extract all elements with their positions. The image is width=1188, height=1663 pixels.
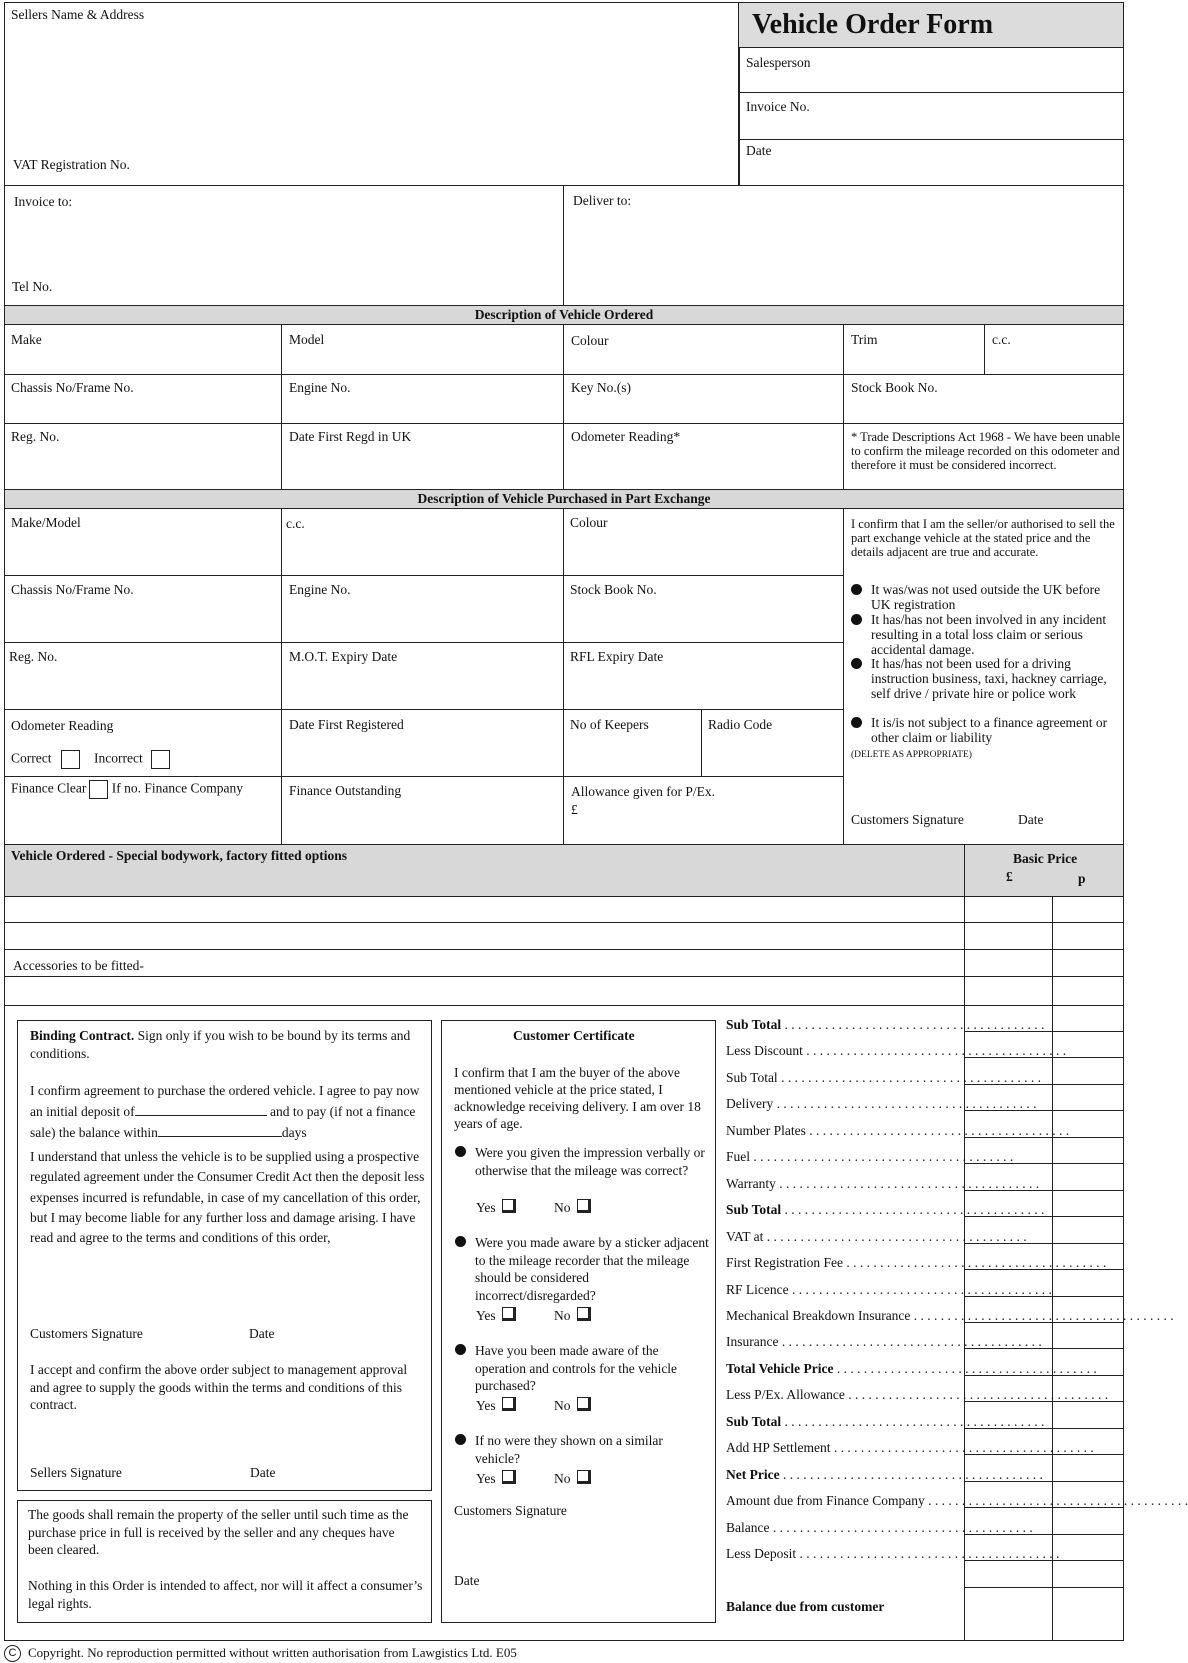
total-row — [726, 1096, 1037, 1112]
total-label: Less Deposit — [726, 1546, 797, 1561]
binding-date2-label: Date — [250, 1465, 276, 1480]
bullet-dot-icon — [851, 614, 862, 625]
make-label: Make — [11, 332, 42, 347]
dot-leader: . . . . . . . . . . . . . . . . . . . . . . . . . . . . . . . . . . . . . . . — [802, 1043, 1067, 1059]
finance-clear-checkbox[interactable] — [89, 780, 108, 799]
dot-leader: . . . . . . . . . . . . . . . . . . . . . . . . . . . . . . . . . . . . . . . — [796, 1546, 1060, 1561]
total-label: Delivery — [726, 1096, 774, 1112]
total-row — [726, 1228, 1027, 1245]
px-confirm-text: I confirm that I am the seller/or authorised to sell the part exchange vehicle at the stated price and the details adjacent are true and accurate. — [851, 517, 1115, 559]
vat-registration-label: VAT Registration No. — [13, 157, 130, 172]
dot-leader: . . . . . . . . . . . . . . . . . . . . . . . . . . . . . . . . . . . . . . . — [788, 1281, 1052, 1297]
stock-label: Stock Book No. — [851, 380, 938, 395]
options-row[interactable] — [4, 922, 965, 950]
bullet-dot-icon — [455, 1434, 466, 1445]
total-row — [726, 1149, 1014, 1165]
px-bullet-text: It has/has not been involved in any incident resulting in a total loss claim or serious accidental damage. — [871, 612, 1107, 658]
model-label: Model — [289, 332, 325, 347]
reg-label: Reg. No. — [11, 429, 60, 444]
colour-label: Colour — [571, 333, 609, 348]
binding-date1-label: Date — [249, 1326, 275, 1341]
px-bullet-text: It is/is not subject to a finance agreement or other claim or liability — [871, 715, 1108, 746]
delete-note: (DELETE AS APPROPRIATE) — [851, 750, 972, 760]
q4-no[interactable] — [554, 1470, 591, 1487]
total-row — [726, 1069, 1041, 1086]
deposit-blank[interactable] — [135, 1104, 267, 1116]
total-row — [726, 1255, 1107, 1271]
total-label: Net Price — [726, 1466, 780, 1482]
certificate-date-label: Date — [454, 1573, 480, 1588]
total-label: Less P/Ex. Allowance — [726, 1387, 845, 1403]
total-row — [726, 1493, 1188, 1509]
dot-leader: . . . . . . . . . . . . . . . . . . . . . . . . . . . . . . . . . . . . . . . — [781, 1017, 1045, 1032]
colour-field[interactable] — [563, 324, 844, 375]
px-stock-label: Stock Book No. — [570, 582, 657, 597]
total-label: Sub Total — [726, 1069, 778, 1085]
salesperson-label: Salesperson — [746, 55, 811, 70]
total-label: Fuel — [726, 1149, 751, 1165]
q4-no-checkbox[interactable] — [577, 1470, 591, 1484]
px-bullet-text: It was/was not used outside the UK before UK registration — [871, 582, 1101, 613]
total-row — [726, 1546, 1060, 1562]
bullet-dot-icon — [851, 658, 862, 669]
incorrect-label: Incorrect — [94, 750, 143, 766]
px-colour-label: Colour — [570, 515, 608, 530]
binding-customers-signature-label: Customers Signature — [30, 1326, 143, 1341]
dot-leader: . . . . . . . . . . . . . . . . . . . . . . . . . . . . . . . . . . . . . . . — [844, 1387, 1109, 1403]
total-row — [726, 1175, 1040, 1192]
total-row — [726, 1466, 1043, 1483]
dot-leader: . . . . . . . . . . . . . . . . . . . . . . . . . . . . . . . . . . . . . . . — [910, 1307, 1174, 1323]
total-row — [726, 1307, 1174, 1324]
basic-price-label: Basic Price — [1013, 851, 1078, 866]
px-allowance-pound: £ — [571, 802, 578, 817]
total-label: Number Plates — [726, 1122, 806, 1138]
finance-company-label: If no. Finance Company — [111, 780, 243, 796]
property-para1: The goods shall remain the property of the seller until such time as the purchase price in full is received by the seller and any cheques have been cleared. — [28, 1507, 409, 1558]
px-customers-signature-label: Customers Signature — [851, 812, 964, 827]
options-row[interactable] — [4, 896, 965, 923]
px-odometer-label: Odometer Reading — [11, 718, 114, 733]
binding-contract-para2: I accept and confirm the above order subject to management approval and agree to supply the goods within the terms and conditions of this contract. — [30, 1362, 408, 1413]
total-row — [726, 1122, 1070, 1139]
engine-label: Engine No. — [289, 380, 351, 395]
options-row[interactable] — [4, 976, 965, 1006]
px-cc-field[interactable] — [281, 508, 564, 576]
total-label: Balance — [726, 1519, 770, 1535]
finance-clear-label: Finance Clear — [11, 780, 87, 796]
dot-leader: . . . . . . . . . . . . . . . . . . . . . . . . . . . . . . . . . . . . . . . — [777, 1069, 1041, 1085]
no-label: No — [554, 1200, 571, 1215]
dot-leader: . . . . . . . . . . . . . . . . . . . . . . . . . . . . . . . . . . . . . . . — [924, 1493, 1188, 1509]
certificate-question-3 — [455, 1342, 710, 1395]
px-radio-label: Radio Code — [708, 717, 773, 732]
no-label: No — [554, 1471, 571, 1486]
copyright-text: Copyright. No reproduction permitted without written authorisation from Lawgistics Ltd. E05 — [28, 1645, 517, 1660]
total-row — [726, 1281, 1052, 1298]
certificate-customers-signature-label: Customers Signature — [454, 1503, 567, 1518]
px-reg-label: Reg. No. — [9, 649, 58, 664]
certificate-question-1 — [455, 1144, 710, 1179]
dot-leader: . . . . . . . . . . . . . . . . . . . . . . . . . . . . . . . . . . . . . . . — [843, 1255, 1107, 1271]
binding-contract-title: Binding Contract. — [30, 1028, 135, 1043]
dot-leader: . . . . . . . . . . . . . . . . . . . . . . . . . . . . . . . . . . . . . . . — [830, 1440, 1094, 1456]
total-label: Sub Total — [726, 1017, 782, 1032]
trade-descriptions-note: * Trade Descriptions Act 1968 - We have been unable to confirm the mileage recorded on this odometer and therefore it must be considered incorrect. — [851, 430, 1121, 472]
sellers-name-address-label: Sellers Name & Address — [11, 7, 145, 22]
deposit-text: I confirm agreement to purchase the ordered vehicle. I agree to pay now an initial deposit of — [30, 1083, 420, 1119]
pound-column-label: £ — [1006, 869, 1013, 884]
invoice-no-label: Invoice No. — [746, 99, 810, 114]
total-row — [726, 1017, 1045, 1033]
total-label: Sub Total — [726, 1202, 782, 1218]
certificate-intro: I confirm that I am the buyer of the above mentioned vehicle at the price stated, I acknowledge receiving delivery. I am over 18 years of age. — [454, 1065, 701, 1132]
dot-leader: . . . . . . . . . . . . . . . . . . . . . . . . . . . . . . . . . . . . . . . — [773, 1096, 1037, 1112]
q1-no[interactable] — [554, 1199, 591, 1216]
total-row — [726, 1413, 1045, 1430]
price-row-rule — [964, 949, 1124, 950]
dot-leader: . . . . . . . . . . . . . . . . . . . . . . . . . . . . . . . . . . . . . . . — [778, 1334, 1042, 1350]
price-row-rule — [964, 1005, 1124, 1006]
bullet-dot-icon — [851, 584, 862, 595]
px-bullet-3 — [851, 656, 1119, 701]
px-cc-label: c.c. — [286, 516, 305, 531]
price-row-rule — [964, 976, 1124, 977]
total-label: Mechanical Breakdown Insurance — [726, 1307, 911, 1323]
balance-due-label: Balance due from customer — [726, 1599, 885, 1614]
bullet-dot-icon — [455, 1146, 466, 1157]
q4-yes[interactable] — [476, 1470, 516, 1487]
page-title: Vehicle Order Form — [752, 9, 994, 40]
sellers-signature-label: Sellers Signature — [30, 1465, 122, 1480]
incorrect-option — [94, 750, 170, 769]
vehicle-ordered-heading: Description of Vehicle Ordered — [4, 305, 1124, 325]
total-row — [726, 1387, 1109, 1403]
px-rfl-label: RFL Expiry Date — [570, 649, 664, 664]
dot-leader: . . . . . . . . . . . . . . . . . . . . . . . . . . . . . . . . . . . . . . . — [769, 1519, 1033, 1535]
dot-leader: . . . . . . . . . . . . . . . . . . . . . . . . . . . . . . . . . . . . . . . — [750, 1149, 1014, 1165]
px-chassis-label: Chassis No/Frame No. — [11, 582, 134, 597]
px-bullet-2 — [851, 612, 1119, 657]
key-label: Key No.(s) — [571, 380, 631, 395]
price-row-rule — [964, 1587, 1124, 1588]
accessories-label: Accessories to be fitted- — [13, 958, 144, 973]
chassis-label: Chassis No/Frame No. — [11, 380, 134, 395]
deliver-to-field[interactable] — [563, 185, 1124, 306]
yes-label: Yes — [476, 1200, 496, 1215]
customer-certificate-title: Customer Certificate — [513, 1028, 635, 1043]
correct-checkbox[interactable] — [61, 750, 80, 769]
question-text: Were you given the impression verbally or otherwise that the mileage was correct? — [475, 1145, 705, 1178]
bullet-dot-icon — [455, 1236, 466, 1247]
px-allowance-label: Allowance given for P/Ex. — [571, 784, 715, 799]
total-row — [726, 1043, 1067, 1059]
trim-label: Trim — [851, 332, 878, 347]
dot-leader: . . . . . . . . . . . . . . . . . . . . . . . . . . . . . . . . . . . . . . . — [763, 1228, 1027, 1244]
binding-contract-para1-cont: I understand that unless the vehicle is to be supplied using a prospective regulated agreement under the Consumer Credit Act then the deposit less expenses incurred is refundable, in case of my cancellation of this order, but I may become liable for any further loss and damage arising. I have read and agree to the terms and conditions of this order, — [30, 1149, 425, 1245]
px-mot-label: M.O.T. Expiry Date — [289, 649, 398, 664]
date-first-regd-label: Date First Regd in UK — [289, 429, 412, 444]
px-bullet-text: It has/has not been used for a driving instruction business, taxi, hackney carriage, self drive / private hire or police work — [871, 656, 1107, 702]
header-date-field[interactable] — [738, 139, 1124, 186]
px-keepers-label: No of Keepers — [570, 717, 649, 732]
total-row — [726, 1440, 1094, 1456]
px-bullet-4 — [851, 715, 1119, 745]
q3-no[interactable] — [554, 1397, 591, 1414]
total-label: First Registration Fee — [726, 1255, 843, 1271]
copyright-icon: C — [4, 1645, 21, 1662]
total-label: Sub Total — [726, 1413, 782, 1429]
px-finance-outstanding-label: Finance Outstanding — [289, 783, 402, 798]
correct-option — [11, 750, 80, 769]
total-label: Insurance — [726, 1334, 779, 1350]
question-text: Were you made aware by a sticker adjacent to the mileage recorder that the mileage should be considered incorrect/disregarded? — [475, 1235, 709, 1303]
total-label: RF Licence — [726, 1281, 789, 1297]
options-heading: Vehicle Ordered - Special bodywork, factory fitted options — [11, 848, 347, 863]
px-bullet-1 — [851, 582, 1119, 612]
bullet-dot-icon — [455, 1344, 466, 1355]
q2-yes[interactable] — [476, 1307, 516, 1324]
deliver-to-label: Deliver to: — [573, 193, 632, 208]
px-engine-label: Engine No. — [289, 582, 351, 597]
price-row-rule — [964, 922, 1124, 923]
px-make-model-label: Make/Model — [11, 515, 81, 530]
pence-column-label: p — [1078, 871, 1086, 886]
total-row — [726, 1334, 1042, 1350]
no-label: No — [554, 1398, 571, 1413]
no-label: No — [554, 1308, 571, 1323]
certificate-question-2 — [455, 1234, 710, 1304]
accessories-row[interactable] — [4, 949, 965, 977]
invoice-to-field[interactable] — [4, 185, 564, 306]
question-text: Have you been made aware of the operation and controls for the vehicle purchased? — [475, 1343, 678, 1394]
yes-label: Yes — [476, 1398, 496, 1413]
correct-label: Correct — [11, 750, 52, 766]
total-row — [726, 1519, 1033, 1536]
bullet-dot-icon — [851, 717, 862, 728]
property-para2: Nothing in this Order is intended to affect, nor will it affect a consumer’s legal rights. — [28, 1578, 423, 1611]
tel-no-label: Tel No. — [12, 279, 53, 294]
dot-leader: . . . . . . . . . . . . . . . . . . . . . . . . . . . . . . . . . . . . . . . — [779, 1466, 1043, 1482]
q4-yes-checkbox[interactable] — [502, 1470, 516, 1484]
days-blank[interactable] — [158, 1125, 282, 1137]
binding-contract-intro — [30, 1027, 425, 1063]
dot-leader: . . . . . . . . . . . . . . . . . . . . . . . . . . . . . . . . . . . . . . . — [781, 1413, 1045, 1429]
question-text: If no were they shown on a similar vehicle? — [475, 1433, 663, 1466]
dot-leader: . . . . . . . . . . . . . . . . . . . . . . . . . . . . . . . . . . . . . . . — [775, 1175, 1040, 1191]
part-exchange-heading: Description of Vehicle Purchased in Part Exchange — [4, 489, 1124, 509]
binding-contract-para1 — [30, 1081, 425, 1144]
q2-no-checkbox[interactable] — [577, 1307, 591, 1321]
cc-label: c.c. — [992, 332, 1011, 347]
yes-label: Yes — [476, 1308, 496, 1323]
q2-no[interactable] — [554, 1307, 591, 1324]
total-label: Add HP Settlement — [726, 1440, 831, 1456]
total-label: Amount due from Finance Company — [726, 1493, 925, 1509]
make-field[interactable] — [4, 324, 282, 375]
q3-yes-checkbox[interactable] — [502, 1397, 516, 1411]
px-date-label: Date — [1018, 812, 1044, 827]
q3-no-checkbox[interactable] — [577, 1397, 591, 1411]
finance-clear-option — [11, 780, 243, 799]
total-label: VAT at — [726, 1228, 764, 1244]
dot-leader: . . . . . . . . . . . . . . . . . . . . . . . . . . . . . . . . . . . . . . . — [781, 1202, 1045, 1218]
yes-label: Yes — [476, 1471, 496, 1486]
days-text: days — [281, 1124, 307, 1140]
q1-no-checkbox[interactable] — [577, 1199, 591, 1213]
binding-contract-intro-text: Sign only if you wish to be bound by its terms and conditions. — [30, 1028, 411, 1061]
total-row — [726, 1360, 1097, 1377]
balance-text: and to pay (if not a finance sale) the balance within — [30, 1103, 416, 1140]
header-date-label: Date — [746, 143, 772, 158]
total-label: Less Discount — [726, 1043, 803, 1059]
invoice-to-label: Invoice to: — [14, 194, 73, 209]
q1-yes[interactable] — [476, 1199, 516, 1216]
q2-yes-checkbox[interactable] — [502, 1307, 516, 1321]
px-date-first-registered-label: Date First Registered — [289, 717, 404, 732]
q1-yes-checkbox[interactable] — [502, 1199, 516, 1213]
total-label: Warranty — [726, 1175, 776, 1191]
incorrect-checkbox[interactable] — [151, 750, 170, 769]
certificate-question-4 — [455, 1432, 710, 1467]
q3-yes[interactable] — [476, 1397, 516, 1414]
odometer-label: Odometer Reading* — [571, 429, 681, 444]
total-row — [726, 1202, 1045, 1218]
dot-leader: . . . . . . . . . . . . . . . . . . . . . . . . . . . . . . . . . . . . . . . — [805, 1122, 1070, 1138]
total-label: Total Vehicle Price — [726, 1360, 834, 1376]
dot-leader: . . . . . . . . . . . . . . . . . . . . . . . . . . . . . . . . . . . . . . . — [833, 1360, 1097, 1376]
